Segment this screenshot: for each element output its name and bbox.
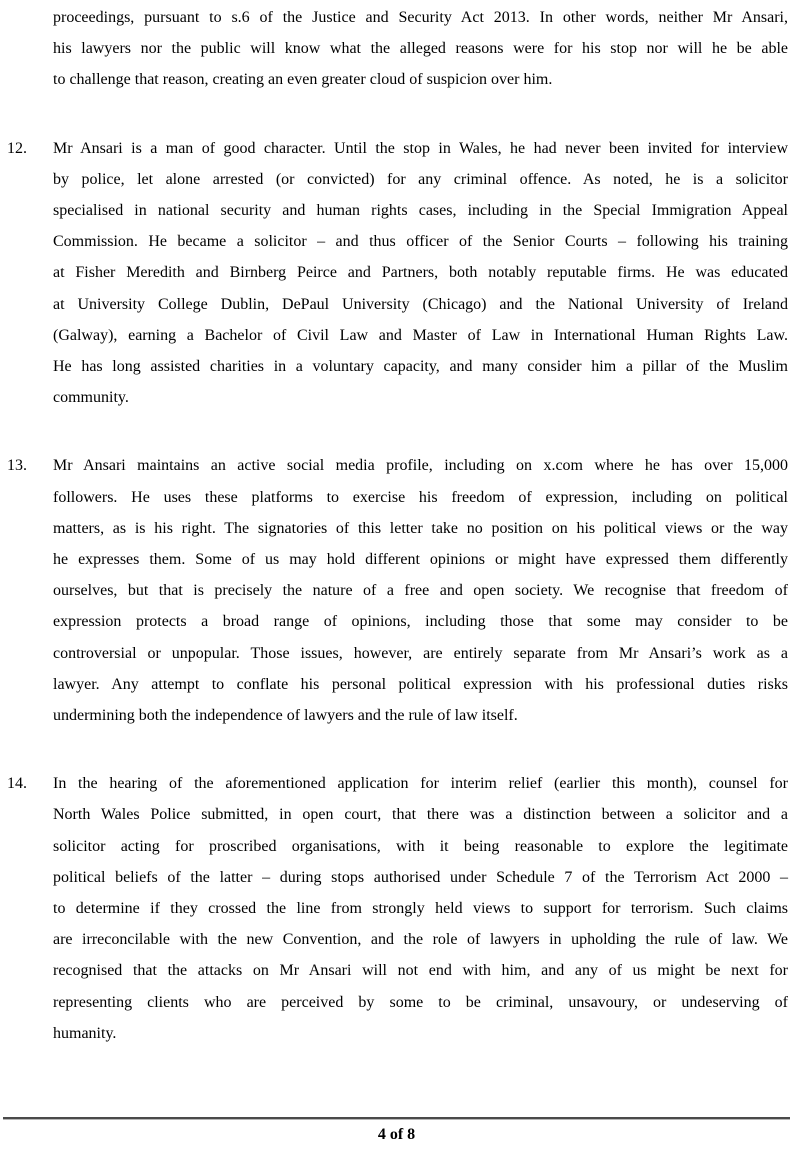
text-line: humanity. xyxy=(53,1024,117,1042)
text-line: to determine if they crossed the line from strongly held views to support for terrorism. Such claims xyxy=(53,900,788,918)
text-line: North Wales Police submitted, in open court, that there was a distinction between a solicitor and a xyxy=(53,806,788,824)
text-line: Mr Ansari maintains an active social media profile, including on x.com where he has over 15,000 xyxy=(53,457,788,475)
text-line: In the hearing of the aforementioned application for interim relief (earlier this month), counsel for xyxy=(53,775,788,793)
footer-rule xyxy=(3,1117,790,1120)
text-line: Mr Ansari is a man of good character. Until the stop in Wales, he had never been invited for interview xyxy=(53,139,788,157)
text-line: undermining both the independence of lawyers and the rule of law itself. xyxy=(53,707,518,725)
text-line: proceedings, pursuant to s.6 of the Justice and Security Act 2013. In other words, neither Mr Ansari, xyxy=(53,9,788,26)
text-line: he expresses them. Some of us may hold different opinions or might have expressed them differently xyxy=(53,551,788,569)
paragraph xyxy=(7,450,788,731)
text-line: political beliefs of the latter – during stops authorised under Schedule 7 of the Terrorism Act 2000 – xyxy=(53,868,788,886)
paragraph-number: 14. xyxy=(7,775,27,793)
text-line: solicitor acting for proscribed organisations, with it being reasonable to explore the legitimate xyxy=(53,837,788,855)
text-line: specialised in national security and human rights cases, including in the Special Immigration Appeal xyxy=(53,202,788,220)
text-line: lawyer. Any attempt to conflate his personal political expression with his professional duties risks xyxy=(53,675,788,693)
text-line: community. xyxy=(53,389,129,407)
text-line: representing clients who are perceived by some to be criminal, unsavoury, or undeserving of xyxy=(53,993,788,1011)
paragraph-number: 12. xyxy=(7,139,27,157)
text-line: are irreconcilable with the new Convention, and the role of lawyers in upholding the rule of law. We xyxy=(53,931,788,949)
page-number: 4 of 8 xyxy=(377,1126,416,1143)
text-line: at Fisher Meredith and Birnberg Peirce and Partners, both notably reputable firms. He was educated xyxy=(53,264,788,282)
text-line: matters, as is his right. The signatories of this letter take no position on his political views or the way xyxy=(53,519,788,537)
text-line: his lawyers nor the public will know what the alleged reasons were for his stop nor will he be able xyxy=(53,40,788,58)
text-line: to challenge that reason, creating an even greater cloud of suspicion over him. xyxy=(53,71,553,89)
paragraph xyxy=(53,2,788,96)
paragraph xyxy=(7,768,788,1049)
text-line: (Galway), earning a Bachelor of Civil Law and Master of Law in International Human Rights Law. xyxy=(53,326,788,344)
paragraph-list xyxy=(7,2,788,1086)
text-line: Commission. He became a solicitor – and thus officer of the Senior Courts – following his training xyxy=(53,233,788,251)
page-footer xyxy=(3,1117,790,1145)
text-line: controversial or unpopular. Those issues, however, are entirely separate from Mr Ansari’s work as a xyxy=(53,644,788,662)
text-line: followers. He uses these platforms to exercise his freedom of expression, including on political xyxy=(53,488,788,506)
paragraph xyxy=(7,133,788,414)
paragraph-number: 13. xyxy=(7,457,27,475)
text-line: recognised that the attacks on Mr Ansari will not end with him, and any of us might be next for xyxy=(53,962,788,980)
text-line: expression protects a broad range of opinions, including those that some may consider to be xyxy=(53,613,788,631)
text-line: by police, let alone arrested (or convicted) for any criminal offence. As noted, he is a solicitor xyxy=(53,170,788,188)
text-line: ourselves, but that is precisely the nature of a free and open society. We recognise that freedom of xyxy=(53,582,788,600)
text-line: at University College Dublin, DePaul University (Chicago) and the National University of Ireland xyxy=(53,295,788,313)
text-line: He has long assisted charities in a voluntary capacity, and many consider him a pillar of the Muslim xyxy=(53,358,788,376)
